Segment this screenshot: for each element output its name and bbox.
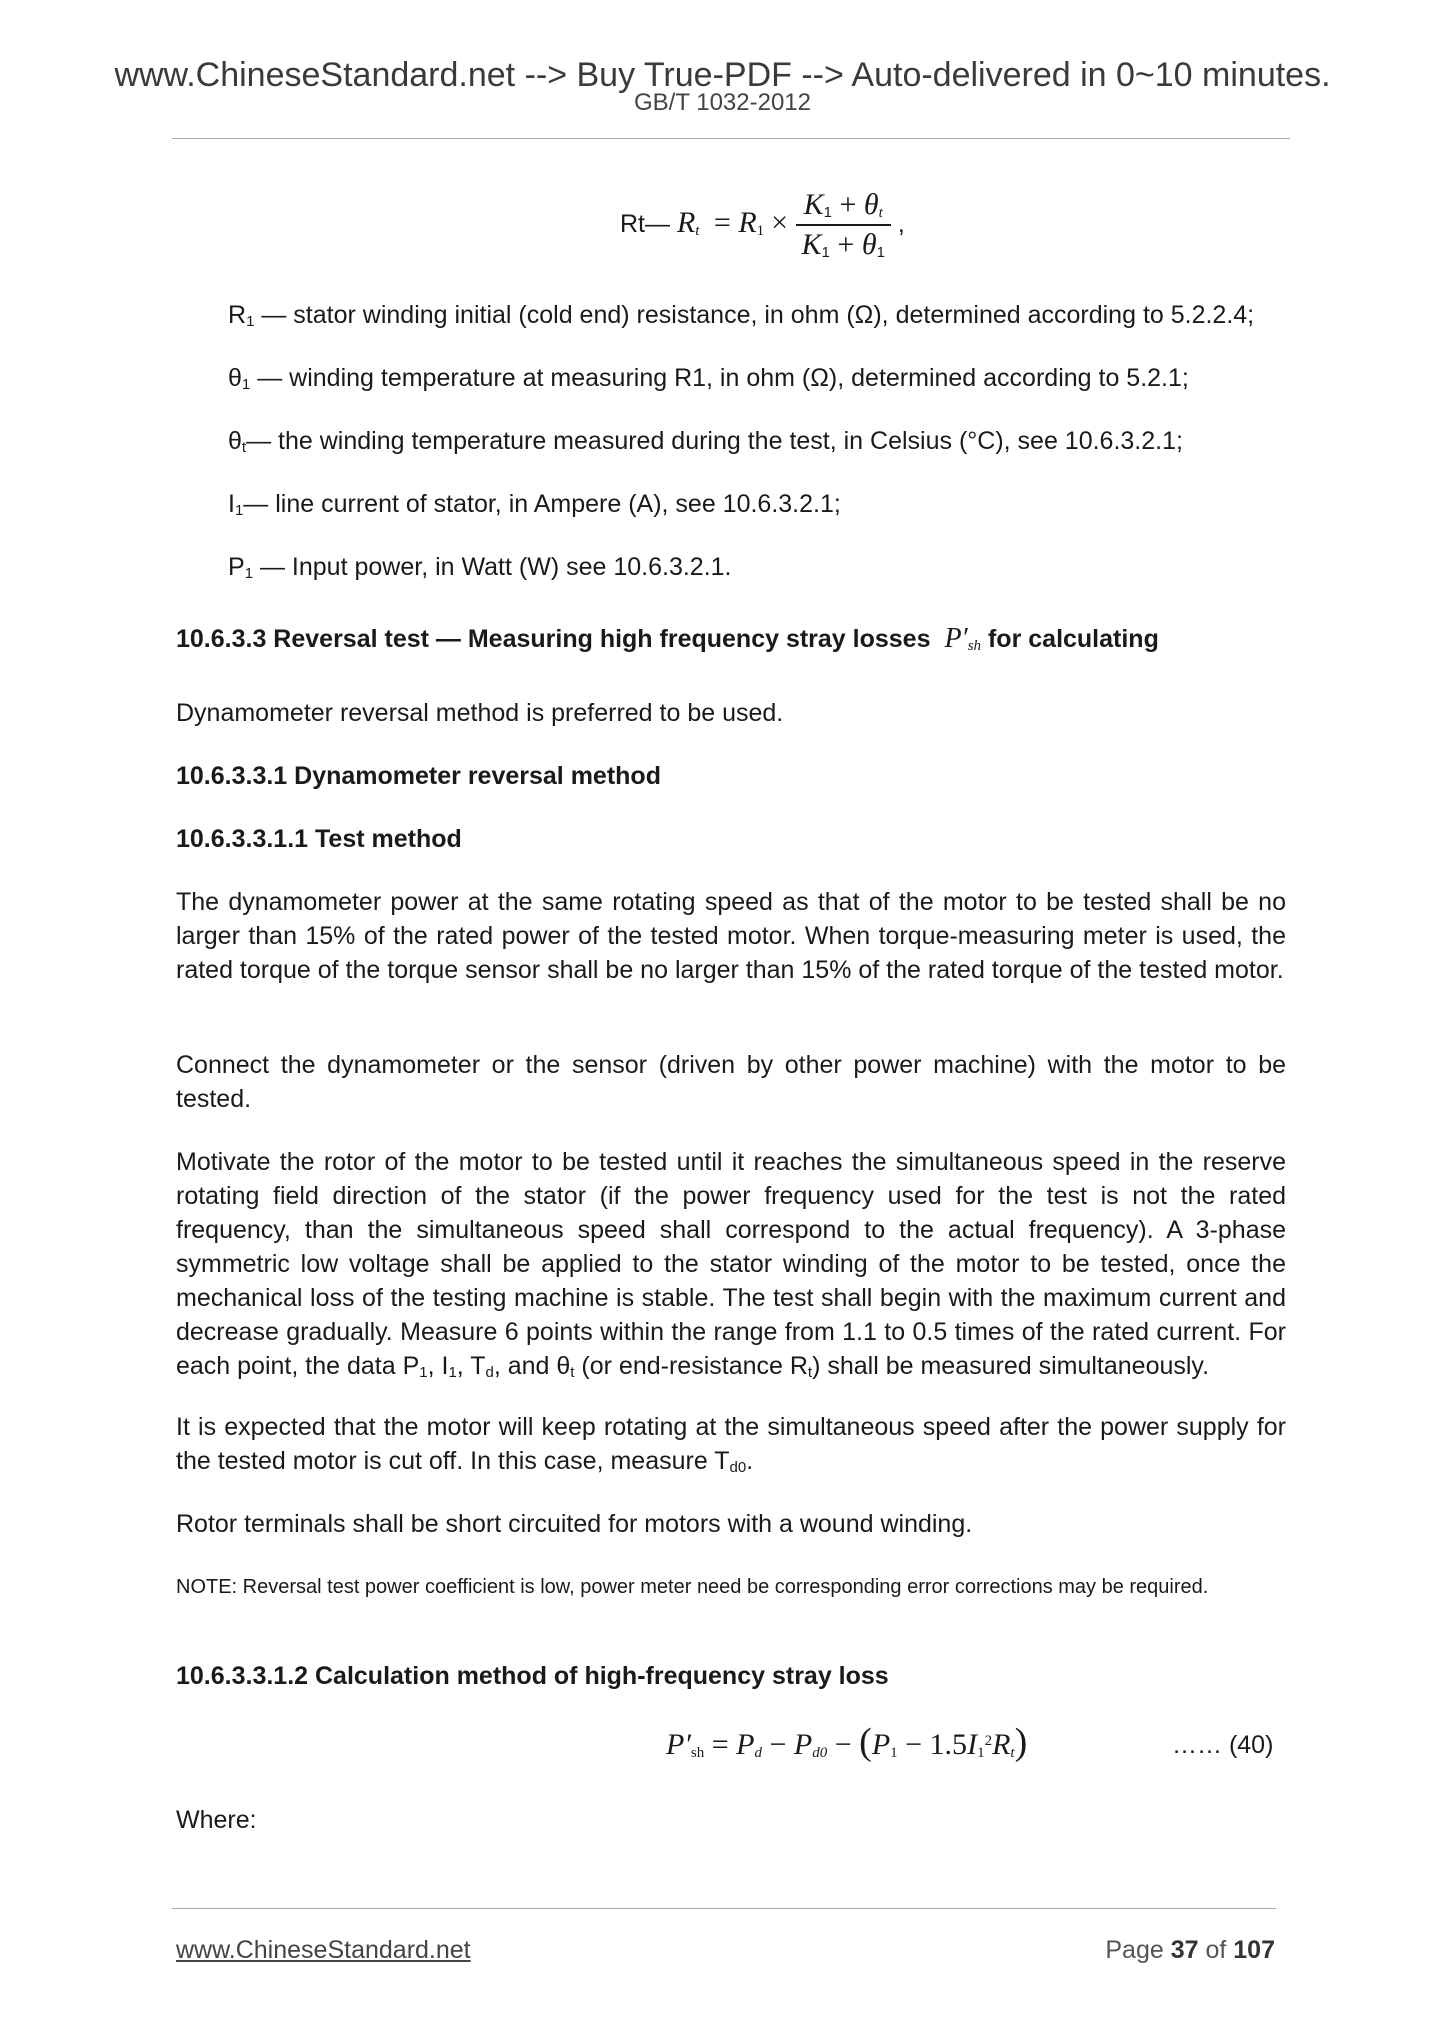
definition-theta1: $\theta_1$ — winding temperature at measuring R1, in ohm (Ω), determined according to 5.2.1; [228,364,1189,393]
definition-thetat: $\theta_t—$ the winding temperature measured during the test, in Celsius (°C), see 10.6.3.2.1; [228,427,1183,456]
page-total: 107 [1233,1936,1275,1964]
header-banner[interactable]: www.ChineseStandard.net --> Buy True-PDF --> Auto-delivered in 0~10 minutes. [114,56,1331,94]
standard-code: GB/T 1032-2012 [633,89,811,116]
heading-10-6-3-3-1-1: 10.6.3.3.1.1 Test method [176,825,462,853]
paragraph-rotor-terminals: Rotor terminals shall be short circuited for motors with a wound winding. [176,1510,973,1538]
paragraph-expected: It is expected that the motor will keep rotating at the simultaneous speed after the power supply for the tested motor is cut off. In this case, measure $T_{d0}$. [176,1413,1286,1476]
paragraph-dynamometer-power: The dynamometer power at the same rotating speed as that of the motor to be tested shall be no larger than 15% of the rated power of the tested motor. When torque-measuring meter is used, the rated torque of the torque sensor shall be no larger than 15% of the rated torque of the tested motor. [176,888,1286,984]
page-number: 37 [1170,1936,1199,1964]
heading-10-6-3-3-1-2: 10.6.3.3.1.2 Calculation method of high-frequency stray loss [176,1662,889,1690]
formula-rt-lead: Rt— [620,210,670,238]
header-rule [172,138,1290,139]
page-indicator: Page 37 of 107 [1105,1936,1275,1964]
footer-rule [172,1908,1276,1909]
definition-r1: $R_1$ — stator winding initial (cold end) resistance, in ohm (Ω), determined according to 5.2.2.4; [228,301,1255,330]
intro-text: Dynamometer reversal method is preferred to be used. [176,699,784,727]
paragraph-connect: Connect the dynamometer or the sensor (driven by other power machine) with the motor to be tested. [176,1051,1286,1113]
where-label: Where: [176,1806,257,1834]
note-text: NOTE: Reversal test power coefficient is low, power meter need be corresponding error corrections may be required. [176,1576,1209,1598]
heading-10-6-3-3-1: 10.6.3.3.1 Dynamometer reversal method [176,762,661,790]
definition-p1: $P_1$ — Input power, in Watt (W) see 10.6.3.2.1. [228,553,732,582]
formula-rt: Rt— $R_t = R_1$ × $\frac{K_1 + \theta_t}{K_1 + \theta_1}$ , [620,188,905,262]
equation-number: …… (40) [1172,1731,1274,1759]
formula-rt-trail: , [897,210,905,238]
paragraph-motivate: Motivate the rotor of the motor to be tested until it reaches the simultaneous speed in the reserve rotating field direction of the stator (if the power frequency used for the test is not the rated frequency, than the simultaneous speed shall correspond to the actual frequency). A 3-phase symmetric low voltage shall be applied to the stator winding of the motor to be tested, once the mechanical loss of the testing machine is stable. The test shall begin with the maximum current and decrease gradually. Measure 6 points within the range from 1.1 to 0.5 times of the rated current. For each point, the data $P_1$, $I_1$, $T_d$, and $\theta_t$ (or end-resistance $R_t$) shall be measured simultaneously. [176,1148,1286,1381]
definition-i1: $I_1—$ line current of stator, in Ampere (A), see 10.6.3.2.1; [228,490,841,519]
footer-link[interactable]: www.ChineseStandard.net [176,1936,471,1964]
section-heading-10-6-3-3: 10.6.3.3 Reversal test — Measuring high frequency stray losses $P'_{sh}$ for calculating [176,623,1159,654]
equation-40: $P'_{sh} = P_d - P_{d0} - (P_1 - 1.5I_1^2R_t)$ [666,1721,1028,1763]
